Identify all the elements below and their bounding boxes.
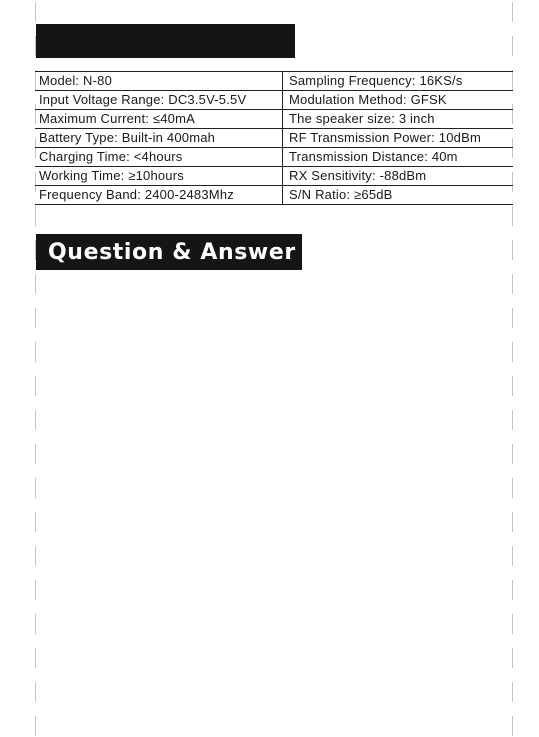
dash-segment <box>35 478 36 498</box>
table-row <box>35 167 513 186</box>
dash-segment <box>35 648 36 668</box>
qa-section-heading: Question & Answer <box>36 234 302 270</box>
dash-segment <box>512 546 513 566</box>
dash-segment <box>35 376 36 396</box>
dash-segment <box>512 682 513 702</box>
spec-cell: Frequency Band: 2400-2483Mhz <box>35 186 283 205</box>
dash-segment <box>512 648 513 668</box>
specifications-table <box>35 71 513 205</box>
spec-cell: Battery Type: Built-in 400mah <box>35 129 283 148</box>
dash-segment <box>35 444 36 464</box>
dash-segment <box>35 342 36 362</box>
table-row <box>35 129 513 148</box>
dash-segment <box>512 206 513 226</box>
dash-segment <box>512 308 513 328</box>
spec-cell: Modulation Method: GFSK <box>283 91 514 110</box>
dash-segment <box>512 580 513 600</box>
table-row <box>35 91 513 110</box>
dash-segment <box>512 614 513 634</box>
spec-cell: Input Voltage Range: DC3.5V-5.5V <box>35 91 283 110</box>
table-row <box>35 186 513 205</box>
section-header-bar <box>36 24 295 58</box>
dash-segment <box>512 376 513 396</box>
dash-segment <box>35 206 36 226</box>
spec-cell: Model: N-80 <box>35 72 283 91</box>
dash-segment <box>35 682 36 702</box>
spec-cell: Transmission Distance: 40m <box>283 148 514 167</box>
spec-cell: RF Transmission Power: 10dBm <box>283 129 514 148</box>
dash-segment <box>512 478 513 498</box>
dash-segment <box>35 716 36 736</box>
dash-segment <box>512 444 513 464</box>
spec-cell: Maximum Current: ≤40mA <box>35 110 283 129</box>
spec-cell: The speaker size: 3 inch <box>283 110 514 129</box>
dash-segment <box>512 716 513 736</box>
spec-cell: S/N Ratio: ≥65dB <box>283 186 514 205</box>
table-row <box>35 110 513 129</box>
dash-segment <box>35 2 36 22</box>
table-row <box>35 72 513 91</box>
dash-segment <box>512 512 513 532</box>
dash-segment <box>512 240 513 260</box>
table-row <box>35 148 513 167</box>
dash-segment <box>35 274 36 294</box>
dash-segment <box>35 512 36 532</box>
dash-segment <box>512 274 513 294</box>
dash-segment <box>35 410 36 430</box>
dash-segment <box>35 546 36 566</box>
dash-segment <box>35 614 36 634</box>
dash-segment <box>35 580 36 600</box>
spec-cell: Charging Time: <4hours <box>35 148 283 167</box>
dash-segment <box>512 342 513 362</box>
dash-segment <box>35 308 36 328</box>
dash-segment <box>512 410 513 430</box>
spec-cell: Sampling Frequency: 16KS/s <box>283 72 514 91</box>
dash-segment <box>512 36 513 56</box>
spec-cell: Working Time: ≥10hours <box>35 167 283 186</box>
spec-cell: RX Sensitivity: -88dBm <box>283 167 514 186</box>
dash-segment <box>512 2 513 22</box>
